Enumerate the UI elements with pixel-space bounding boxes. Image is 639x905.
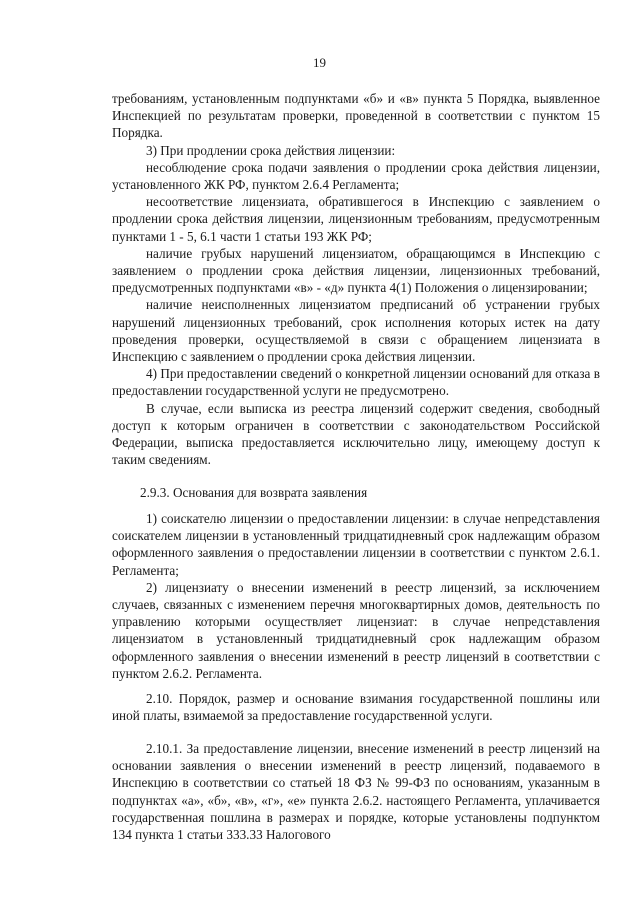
paragraph: несоответствие лицензиата, обратившегося в Инспекцию с заявлением о продлении срока действия лицензии, лицензионным требованиям, предусмотренным пунктами 1 - 5, 6.1 части 1 статьи 193 ЖК РФ; [112, 194, 600, 244]
paragraph: 2) лицензиату о внесении изменений в реестр лицензий, за исключением случаев, связанных с изменением перечня многоквартирных домов, деятельность по управлению которыми осуществляет лицензиат: в случае непредставления лицензиатом в установленный тридцатидневный срок надлежащим образом оформленного заявления о внесении изменений в реестр лицензий в соответствии с пунктом 2.6.2. Регламента. [112, 579, 600, 681]
paragraph: 1) соискателю лицензии о предоставлении лицензии: в случае непредставления соискателем лицензии в установленный тридцатидневный срок надлежащим образом оформленного заявления о предоставлении лицензии в соответствии с пунктом 2.6.1. Регламента; [112, 511, 600, 578]
page-number: 19 [313, 55, 326, 70]
text-block-3 [112, 690, 600, 724]
section-heading: 2.9.3. Основания для возврата заявления [140, 485, 368, 500]
paragraph: 3) При продлении срока действия лицензии: [146, 142, 396, 158]
text-block-4 [112, 740, 600, 843]
paragraph: наличие неисполненных лицензиатом предписаний об устранении грубых нарушений лицензионных требований, срок исполнения которых истек на дату проведения проверки, осуществляемой в связи с обращением лицензиата в Инспекцию с заявлением о продлении срока действия лицензии. [112, 297, 600, 365]
text-block-2 [112, 484, 600, 501]
text-block-1 [112, 90, 600, 468]
paragraph: 2.10.1. За предоставление лицензии, внесение изменений в реестр лицензий на основании заявления о внесении изменений в реестр лицензий, подаваемого в Инспекцию в соответствии со статьей 18 ФЗ № 99-ФЗ по основаниям, указанным в подпунктах «а», «б», «в», «г», «е» пункта 2.6.2. настоящего Регламента, уплачивается государственная пошлина в размерах и порядке, которые установлены подпунктом 134 пункта 1 статьи 333.33 Налогового [112, 741, 600, 843]
section-heading: 2.10. Порядок, размер и основание взимания государственной пошлины или иной платы, взимаемой за предоставление государственной услуги. [112, 691, 600, 724]
paragraph: 4) При предоставлении сведений о конкретной лицензии оснований для отказа в предоставлении государственной услуги не предусмотрено. [112, 366, 600, 399]
paragraph: требованиям, установленным подпунктами «б» и «в» пункта 5 Порядка, выявленное Инспекцией по результатам проверки, проведенной в соответствии с пунктом 15 Порядка. [112, 91, 600, 141]
paragraph: несоблюдение срока подачи заявления о продлении срока действия лицензии, установленного ЖК РФ, пунктом 2.6.4 Регламента; [112, 159, 600, 193]
text-block-2-body [112, 510, 600, 682]
paragraph: наличие грубых нарушений лицензиатом, обращающимся в Инспекцию с заявлением о продлении срока действия лицензии, лицензионных требований, предусмотренных подпунктами «в» - «д» пункта 4(1) Положения о лицензировании; [112, 245, 600, 296]
paragraph: В случае, если выписка из реестра лицензий содержит сведения, свободный доступ к которым ограничен в соответствии с законодательством Российской Федерации, выписка предоставляется исключительно лицу, имеющему доступ к таким сведениям. [112, 400, 600, 468]
